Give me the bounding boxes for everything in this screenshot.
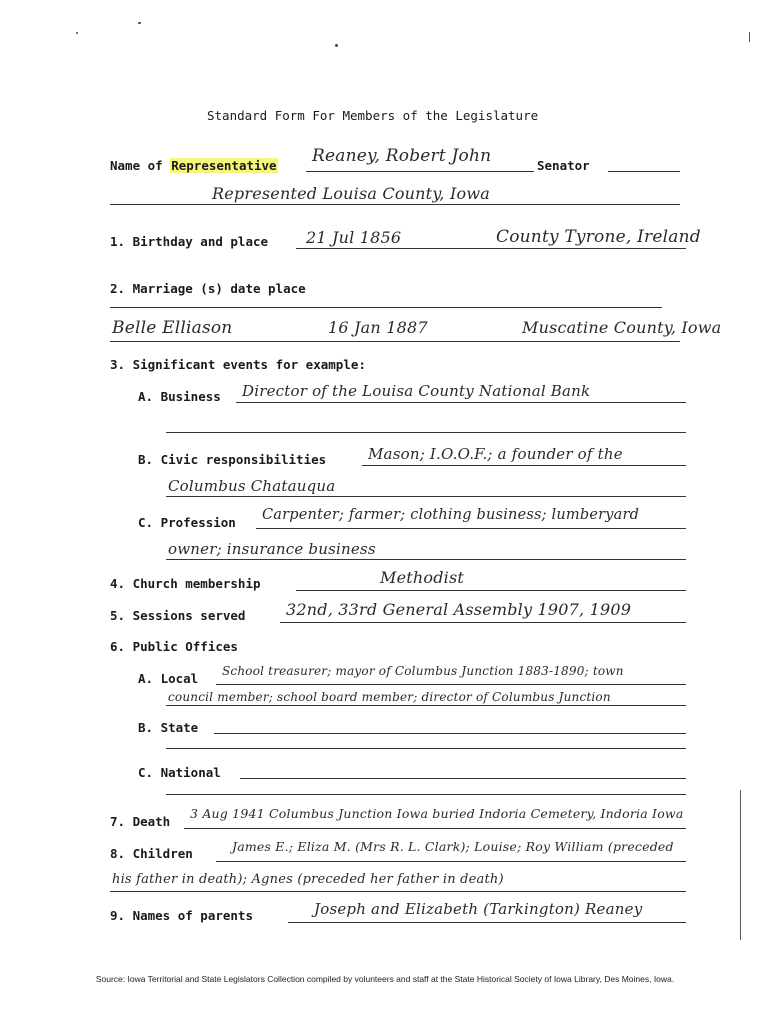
scan-speck xyxy=(335,44,338,47)
marriage-line2 xyxy=(110,341,680,342)
scan-speck xyxy=(76,32,78,34)
business-label: A. Business xyxy=(138,389,221,404)
children-line2 xyxy=(110,891,686,892)
national-line2 xyxy=(166,794,686,795)
senator-line xyxy=(608,171,680,172)
scan-edge-mark xyxy=(749,32,750,42)
local-value2: council member; school board member; director of Columbus Junction xyxy=(168,690,611,704)
marriage-place: Muscatine County, Iowa xyxy=(522,318,722,337)
profession-line2 xyxy=(166,559,686,560)
marriage-line xyxy=(110,307,662,308)
name-line2 xyxy=(110,204,680,205)
scan-edge-mark xyxy=(740,790,741,940)
parents-label: 9. Names of parents xyxy=(110,908,253,923)
business-line2 xyxy=(166,432,686,433)
business-line xyxy=(236,402,686,403)
name-line2-value: Represented Louisa County, Iowa xyxy=(212,184,490,203)
name-label xyxy=(110,158,278,173)
civic-value: Mason; I.O.O.F.; a founder of the xyxy=(368,445,623,463)
profession-line xyxy=(256,528,686,529)
scan-speck xyxy=(138,22,141,24)
local-line2 xyxy=(166,705,686,706)
state-label: B. State xyxy=(138,720,199,735)
profession-value2: owner; insurance business xyxy=(168,540,376,558)
church-label: 4. Church membership xyxy=(110,576,261,591)
local-label: A. Local xyxy=(138,671,199,686)
death-line xyxy=(184,828,686,829)
children-value: James E.; Eliza M. (Mrs R. L. Clark); Louise; Roy William (preceded xyxy=(232,839,674,854)
civic-line xyxy=(362,465,686,466)
marriage-label: 2. Marriage (s) date place xyxy=(110,281,306,296)
form-title: Standard Form For Members of the Legislature xyxy=(207,108,539,123)
death-value: 3 Aug 1941 Columbus Junction Iowa buried Indoria Cemetery, Indoria Iowa xyxy=(190,806,684,821)
birthday-label: 1. Birthday and place xyxy=(110,234,269,249)
local-value: School treasurer; mayor of Columbus Junction 1883-1890; town xyxy=(222,664,624,678)
national-label: C. National xyxy=(138,765,221,780)
sessions-value: 32nd, 33rd General Assembly 1907, 1909 xyxy=(286,600,632,619)
name-value: Reaney, Robert John xyxy=(312,146,492,166)
birthday-line xyxy=(296,248,686,249)
profession-label: C. Profession xyxy=(138,515,236,530)
sessions-label: 5. Sessions served xyxy=(110,608,246,623)
senator-label: Senator xyxy=(537,158,590,173)
birthday-place: County Tyrone, Ireland xyxy=(496,227,701,247)
civic-label: B. Civic responsibilities xyxy=(138,452,327,467)
national-line xyxy=(240,778,686,779)
business-value: Director of the Louisa County National Bank xyxy=(242,382,591,400)
marriage-date: 16 Jan 1887 xyxy=(328,318,428,337)
events-label: 3. Significant events for example: xyxy=(110,357,366,372)
civic-line2 xyxy=(166,496,686,497)
sessions-line xyxy=(280,622,686,623)
children-line xyxy=(216,861,686,862)
civic-value2: Columbus Chatauqua xyxy=(168,477,336,495)
children-value2: his father in death); Agnes (preceded her father in death) xyxy=(112,872,504,887)
church-value: Methodist xyxy=(380,568,465,587)
state-line2 xyxy=(166,748,686,749)
birthday-date: 21 Jul 1856 xyxy=(306,228,402,247)
marriage-spouse: Belle Elliason xyxy=(112,318,233,338)
parents-line xyxy=(288,922,686,923)
profession-value: Carpenter; farmer; clothing business; lumberyard xyxy=(262,507,640,523)
state-line xyxy=(214,733,686,734)
church-line xyxy=(296,590,686,591)
representative-highlight: Representative xyxy=(171,158,277,173)
death-label: 7. Death xyxy=(110,814,171,829)
parents-value: Joseph and Elizabeth (Tarkington) Reaney xyxy=(314,900,643,918)
source-caption: Source: Iowa Territorial and State Legislators Collection compiled by volunteers and staff at the State Historical Society of Iowa Library, Des Moines, Iowa. xyxy=(95,974,675,984)
name-line xyxy=(306,171,534,172)
local-line xyxy=(216,684,686,685)
offices-label: 6. Public Offices xyxy=(110,639,238,654)
name-label-prefix: Name of xyxy=(110,158,171,173)
children-label: 8. Children xyxy=(110,846,193,861)
